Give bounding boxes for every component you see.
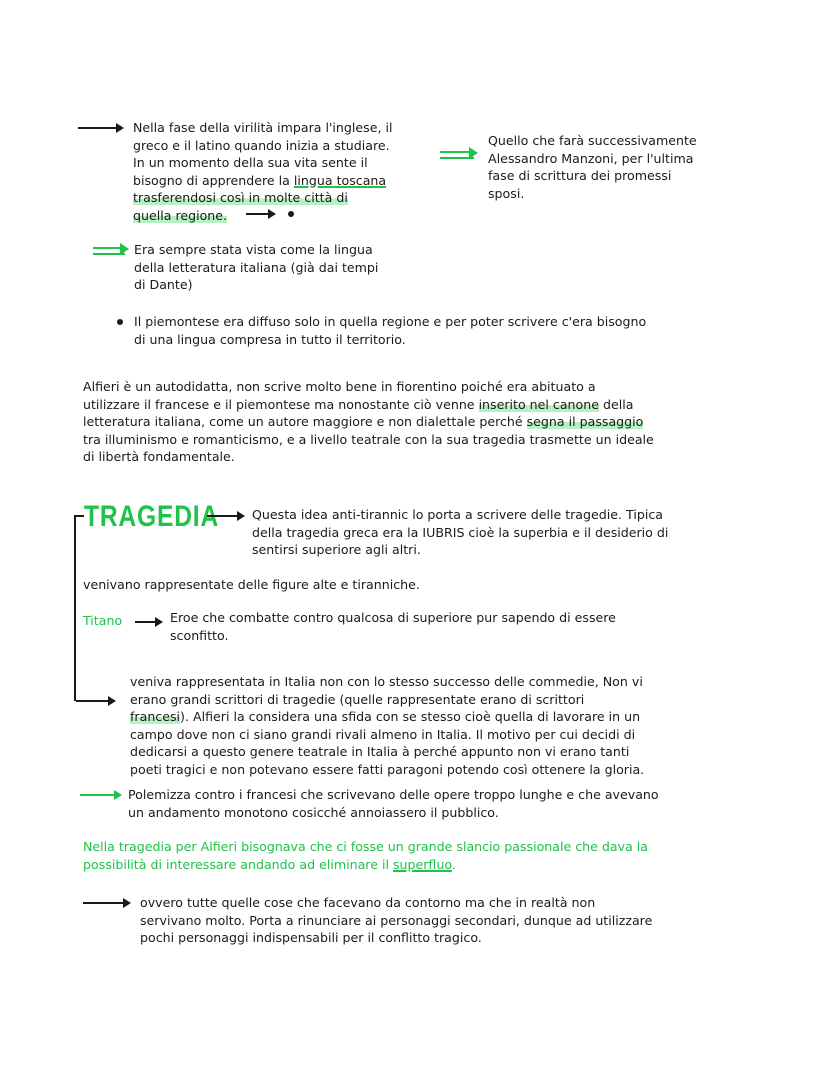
text-line: Quello che farà successivamente (488, 133, 697, 148)
text-line: erano grandi scrittori di tragedie (quelle rappresentate erano di scrittori (130, 691, 585, 707)
text-line: poeti tragici e non potevano essere fatti paragoni potendo così ottenere la gloria. (130, 761, 645, 777)
bracket-line (74, 515, 76, 701)
bullet-icon (288, 211, 294, 217)
highlighted-francesi: francesi (130, 709, 181, 724)
text-line: fase di scrittura dei promessi (488, 168, 672, 183)
text-block-ovvero (140, 894, 780, 947)
text-span: utilizzare il francese e il piemontese ma nonostante ciò venne (83, 396, 479, 412)
side-note-manzoni (488, 132, 748, 202)
double-arrow-right-icon (93, 247, 125, 255)
text-line: della letteratura italiana (già dai tempi (134, 259, 379, 275)
text-line: servivano molto. Porta a rinunciare ai personaggi secondari, dunque ad utilizzare (140, 912, 653, 928)
text-line: dedicarsi a questo genere teatrale in Italia à perché appunto non vi erano tanti (130, 744, 630, 759)
arrow-right-icon (76, 700, 114, 702)
text-block-virilita (133, 119, 433, 224)
text-line: Alfieri è un autodidatta, non scrive molto bene in fiorentino poiché era abituato a (83, 379, 596, 394)
text-line: Era sempre stata vista come la lingua (134, 242, 373, 257)
text-line: Eroe che combatte contro qualcosa di superiore pur sapendo di essere (170, 610, 616, 625)
text-line: In un momento della sua vita sente il (133, 155, 368, 170)
text-line: Polemizza contro i francesi che scrivevano delle opere troppo lunghe e che avevano (128, 787, 659, 802)
text-line (83, 856, 783, 874)
underlined-superfluo: superfluo (392, 856, 452, 872)
bullet-icon (117, 319, 123, 325)
text-span: ). Alfieri la considera una sfida con se stesso cioè quella di lavorare in un (180, 709, 641, 724)
highlighted-text: quella regione. (133, 207, 228, 223)
text-line (130, 708, 770, 726)
text-block-dante (134, 241, 434, 294)
text-line: sentirsi superiore agli altri. (252, 542, 421, 557)
text-line: greco e il latino quando inizia a studiare. (133, 137, 390, 153)
text-line (133, 172, 433, 190)
text-line (133, 207, 433, 225)
text-line: Nella fase della virilità impara l'inglese, il (133, 120, 393, 135)
text-line: un andamento monotono cosicché annoiassero il pubblico. (128, 804, 499, 820)
arrow-right-icon (246, 213, 274, 215)
text-line: campo dove non ci siano grandi rivali almeno in Italia. Il motivo per cui decidi di (130, 726, 636, 742)
section-title-tragedia: TRAGEDIA (84, 500, 220, 533)
text-line (83, 396, 783, 414)
text-span: possibilità di interessare andando ad eliminare il (83, 856, 393, 872)
arrow-right-icon (207, 515, 243, 517)
text-line: sposi. (488, 185, 525, 201)
text-line: ovvero tutte quelle cose che facevano da contorno ma che in realtà non (140, 895, 596, 910)
bullet-text-piemontese (134, 313, 774, 348)
text-line: pochi personaggi indispensabili per il conflitto tragico. (140, 930, 482, 945)
double-arrow-right-icon (440, 151, 474, 159)
text-block-polemizza (128, 786, 768, 821)
text-block-tirannia (252, 506, 742, 559)
text-line: Questa idea anti-tirannic lo porta a scrivere delle tragedie. Tipica (252, 507, 663, 522)
paragraph-slancio (83, 838, 783, 873)
green-arrow-right-icon (80, 794, 120, 796)
text-line: della tragedia greca era la IUBRIS cioè la superbia e il desiderio di (252, 524, 669, 540)
text-line: di libertà fondamentale. (83, 449, 235, 464)
text-line (133, 189, 433, 207)
text-line: Il piemontese era diffuso solo in quella regione e per poter scrivere c'era bisogno (134, 314, 647, 329)
text-line: tra illuminismo e romanticismo, e a livello teatrale con la sua tragedia trasmette un ideale (83, 431, 654, 447)
highlighted-canone: inserito nel canone (478, 396, 599, 412)
highlighted-passaggio: segna il passaggio (526, 414, 644, 429)
text-span: letteratura italiana, come un autore maggiore e non dialettale perché (83, 414, 527, 429)
label-titano: Titano (83, 613, 123, 628)
text-line (83, 413, 783, 431)
arrow-right-icon (135, 621, 161, 623)
underlined-lingua-toscana: lingua toscana (293, 172, 387, 188)
text-span: bisogno di apprendere la (133, 172, 294, 188)
arrow-right-icon (83, 902, 129, 904)
text-span: . (451, 856, 456, 872)
text-line: veniva rappresentata in Italia non con lo stesso successo delle commedie, Non vi (130, 674, 643, 689)
text-line: di Dante) (134, 277, 193, 292)
paragraph-italia (130, 673, 770, 778)
text-line: Nella tragedia per Alfieri bisognava che ci fosse un grande slancio passionale che dava la (83, 839, 649, 854)
arrow-right-icon (78, 127, 122, 129)
paragraph-alfieri (83, 378, 783, 466)
text-span: della (598, 396, 634, 412)
text-line: di una lingua compresa in tutto il territorio. (134, 331, 406, 347)
text-line: sconfitto. (170, 627, 229, 643)
text-figure-tiranniche: venivano rappresentate delle figure alte e tiranniche. (83, 577, 420, 592)
text-block-titano (170, 609, 730, 644)
text-line: Alessandro Manzoni, per l'ultima (488, 150, 694, 166)
highlighted-text: trasferendosi così in molte città di (133, 190, 348, 205)
